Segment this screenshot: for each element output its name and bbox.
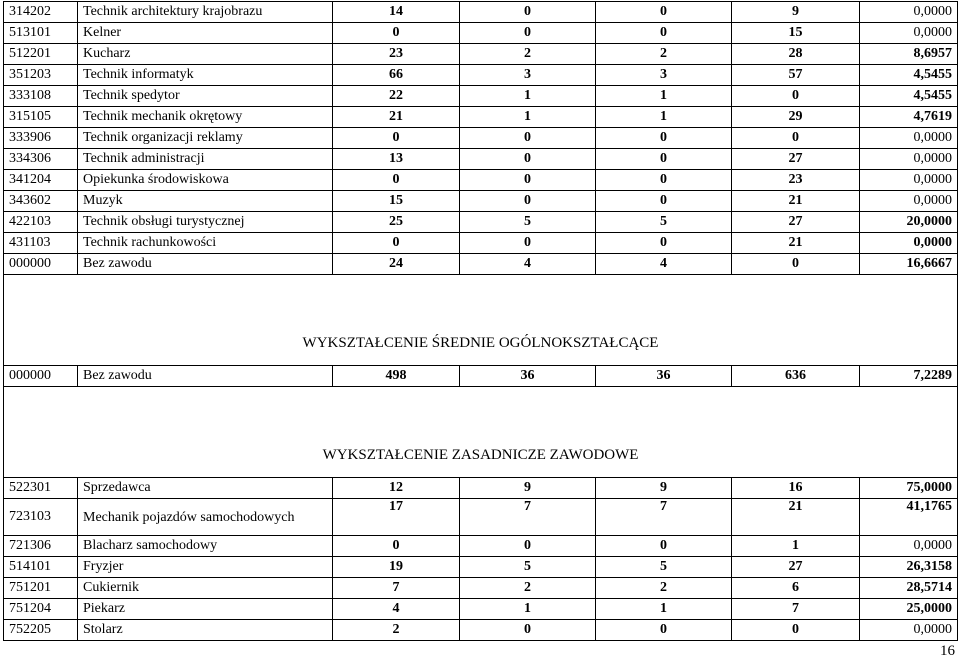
occupation-code: 514101: [4, 557, 78, 578]
value-col-2: 0: [460, 23, 596, 44]
value-col-3: 2: [596, 578, 732, 599]
occupation-name: Technik rachunkowości: [78, 233, 333, 254]
value-col-3: 5: [596, 557, 732, 578]
occupation-name: Kelner: [78, 23, 333, 44]
value-col-3: 3: [596, 65, 732, 86]
occupation-code: 751204: [4, 599, 78, 620]
value-col-5: 0,0000: [860, 620, 958, 641]
value-col-1: 12: [333, 478, 460, 499]
value-col-5: 7,2289: [860, 366, 958, 387]
value-col-2: 3: [460, 65, 596, 86]
table-row: [4, 536, 958, 557]
table-row: [4, 65, 958, 86]
value-col-4: 23: [732, 170, 860, 191]
value-col-5: 0,0000: [860, 2, 958, 23]
value-col-3: 0: [596, 620, 732, 641]
occupation-name: Piekarz: [78, 599, 333, 620]
table-row: [4, 23, 958, 44]
value-col-4: 0: [732, 620, 860, 641]
value-col-4: 27: [732, 557, 860, 578]
value-col-4: 0: [732, 254, 860, 275]
occupation-name: Technik obsługi turystycznej: [78, 212, 333, 233]
occupation-code: 315105: [4, 107, 78, 128]
table-row: [4, 212, 958, 233]
occupation-name: Muzyk: [78, 191, 333, 212]
occupation-code: 351203: [4, 65, 78, 86]
value-col-1: 0: [333, 170, 460, 191]
value-col-4: 21: [732, 499, 860, 536]
value-col-3: 7: [596, 499, 732, 536]
occupation-name: Opiekunka środowiskowa: [78, 170, 333, 191]
value-col-1: 4: [333, 599, 460, 620]
occupation-name: Technik architektury krajobrazu: [78, 2, 333, 23]
value-col-5: 20,0000: [860, 212, 958, 233]
value-col-3: 0: [596, 149, 732, 170]
occupation-code: 333906: [4, 128, 78, 149]
occupation-name: Technik organizacji reklamy: [78, 128, 333, 149]
value-col-2: 0: [460, 2, 596, 23]
value-col-1: 2: [333, 620, 460, 641]
value-col-2: 0: [460, 149, 596, 170]
table-row: [4, 557, 958, 578]
table-row: [4, 620, 958, 641]
value-col-2: 36: [460, 366, 596, 387]
occupation-name: Mechanik pojazdów samochodowych: [78, 499, 333, 536]
value-col-1: 24: [333, 254, 460, 275]
occupation-code: 723103: [4, 499, 78, 536]
value-col-4: 57: [732, 65, 860, 86]
value-col-4: 0: [732, 128, 860, 149]
value-col-5: 4,5455: [860, 65, 958, 86]
value-col-1: 0: [333, 128, 460, 149]
occupation-code: 422103: [4, 212, 78, 233]
occupation-name: Kucharz: [78, 44, 333, 65]
occupation-name: Blacharz samochodowy: [78, 536, 333, 557]
value-col-4: 16: [732, 478, 860, 499]
occupation-name: Cukiernik: [78, 578, 333, 599]
value-col-2: 0: [460, 128, 596, 149]
occupation-code: 752205: [4, 620, 78, 641]
value-col-5: 41,1765: [860, 499, 958, 536]
value-col-2: 0: [460, 233, 596, 254]
table-row: [4, 478, 958, 499]
value-col-4: 21: [732, 233, 860, 254]
occupation-code: 751201: [4, 578, 78, 599]
value-col-1: 13: [333, 149, 460, 170]
occupation-code: 512201: [4, 44, 78, 65]
value-col-2: 1: [460, 599, 596, 620]
occupation-code: 513101: [4, 23, 78, 44]
value-col-3: 4: [596, 254, 732, 275]
value-col-4: 7: [732, 599, 860, 620]
table-row: [4, 2, 958, 23]
table-group-b: [4, 366, 958, 387]
value-col-3: 0: [596, 191, 732, 212]
table-row: [4, 191, 958, 212]
occupation-table: [3, 1, 958, 641]
value-col-3: 2: [596, 44, 732, 65]
value-col-4: 0: [732, 86, 860, 107]
occupation-name: Sprzedawca: [78, 478, 333, 499]
value-col-4: 15: [732, 23, 860, 44]
value-col-5: 8,6957: [860, 44, 958, 65]
value-col-3: 0: [596, 536, 732, 557]
occupation-code: 314202: [4, 2, 78, 23]
occupation-name: Technik spedytor: [78, 86, 333, 107]
occupation-name: Fryzjer: [78, 557, 333, 578]
value-col-4: 27: [732, 149, 860, 170]
value-col-2: 0: [460, 620, 596, 641]
section-heading-2: [4, 387, 958, 478]
occupation-code: 334306: [4, 149, 78, 170]
occupation-code: 343602: [4, 191, 78, 212]
occupation-code: 000000: [4, 366, 78, 387]
occupation-code: 341204: [4, 170, 78, 191]
occupation-name: Bez zawodu: [78, 366, 333, 387]
table-row: [4, 254, 958, 275]
value-col-3: 0: [596, 2, 732, 23]
occupation-code: 333108: [4, 86, 78, 107]
table-row: [4, 107, 958, 128]
value-col-3: 1: [596, 599, 732, 620]
value-col-4: 28: [732, 44, 860, 65]
occupation-code: 522301: [4, 478, 78, 499]
value-col-3: 1: [596, 107, 732, 128]
value-col-5: 0,0000: [860, 536, 958, 557]
value-col-5: 0,0000: [860, 128, 958, 149]
value-col-1: 66: [333, 65, 460, 86]
table-row: [4, 44, 958, 65]
value-col-5: 4,5455: [860, 86, 958, 107]
table-row: [4, 86, 958, 107]
occupation-name: Stolarz: [78, 620, 333, 641]
value-col-3: 9: [596, 478, 732, 499]
value-col-1: 22: [333, 86, 460, 107]
table-row: [4, 170, 958, 191]
value-col-1: 0: [333, 23, 460, 44]
value-col-1: 17: [333, 499, 460, 536]
value-col-5: 0,0000: [860, 170, 958, 191]
table-row: [4, 233, 958, 254]
table-row: [4, 366, 958, 387]
table-row: [4, 499, 958, 536]
value-col-2: 9: [460, 478, 596, 499]
value-col-3: 0: [596, 170, 732, 191]
value-col-2: 2: [460, 44, 596, 65]
value-col-2: 7: [460, 499, 596, 536]
occupation-code: 000000: [4, 254, 78, 275]
value-col-5: 75,0000: [860, 478, 958, 499]
value-col-5: 28,5714: [860, 578, 958, 599]
value-col-1: 21: [333, 107, 460, 128]
table-row: [4, 599, 958, 620]
value-col-4: 9: [732, 2, 860, 23]
value-col-1: 0: [333, 536, 460, 557]
page-number: 16: [940, 643, 955, 659]
value-col-4: 636: [732, 366, 860, 387]
value-col-1: 25: [333, 212, 460, 233]
table-group-a: [4, 2, 958, 275]
value-col-5: 0,0000: [860, 149, 958, 170]
section-heading-1: [4, 275, 958, 366]
value-col-1: 15: [333, 191, 460, 212]
value-col-3: 0: [596, 23, 732, 44]
value-col-3: 1: [596, 86, 732, 107]
value-col-1: 19: [333, 557, 460, 578]
table-row: [4, 128, 958, 149]
value-col-5: 16,6667: [860, 254, 958, 275]
value-col-5: 0,0000: [860, 233, 958, 254]
value-col-5: 0,0000: [860, 191, 958, 212]
section-title-secondary-general: WYKSZTAŁCENIE ŚREDNIE OGÓLNOKSZTAŁCĄCE: [4, 275, 958, 366]
value-col-5: 4,7619: [860, 107, 958, 128]
value-col-2: 0: [460, 191, 596, 212]
occupation-name: Bez zawodu: [78, 254, 333, 275]
table-row: [4, 578, 958, 599]
value-col-2: 5: [460, 557, 596, 578]
value-col-4: 6: [732, 578, 860, 599]
occupation-code: 721306: [4, 536, 78, 557]
value-col-2: 4: [460, 254, 596, 275]
value-col-4: 27: [732, 212, 860, 233]
value-col-5: 0,0000: [860, 23, 958, 44]
value-col-3: 5: [596, 212, 732, 233]
occupation-code: 431103: [4, 233, 78, 254]
value-col-4: 21: [732, 191, 860, 212]
value-col-3: 0: [596, 128, 732, 149]
value-col-4: 29: [732, 107, 860, 128]
occupation-name: Technik informatyk: [78, 65, 333, 86]
value-col-2: 0: [460, 536, 596, 557]
value-col-3: 36: [596, 366, 732, 387]
value-col-2: 1: [460, 107, 596, 128]
value-col-1: 0: [333, 233, 460, 254]
value-col-1: 7: [333, 578, 460, 599]
value-col-4: 1: [732, 536, 860, 557]
table-row: [4, 149, 958, 170]
value-col-5: 26,3158: [860, 557, 958, 578]
occupation-name: Technik mechanik okrętowy: [78, 107, 333, 128]
value-col-1: 498: [333, 366, 460, 387]
value-col-2: 5: [460, 212, 596, 233]
section-title-basic-vocational: WYKSZTAŁCENIE ZASADNICZE ZAWODOWE: [4, 387, 958, 478]
value-col-2: 1: [460, 86, 596, 107]
value-col-1: 23: [333, 44, 460, 65]
value-col-2: 2: [460, 578, 596, 599]
value-col-3: 0: [596, 233, 732, 254]
table-group-c: [4, 478, 958, 641]
occupation-name: Technik administracji: [78, 149, 333, 170]
value-col-2: 0: [460, 170, 596, 191]
value-col-5: 25,0000: [860, 599, 958, 620]
value-col-1: 14: [333, 2, 460, 23]
